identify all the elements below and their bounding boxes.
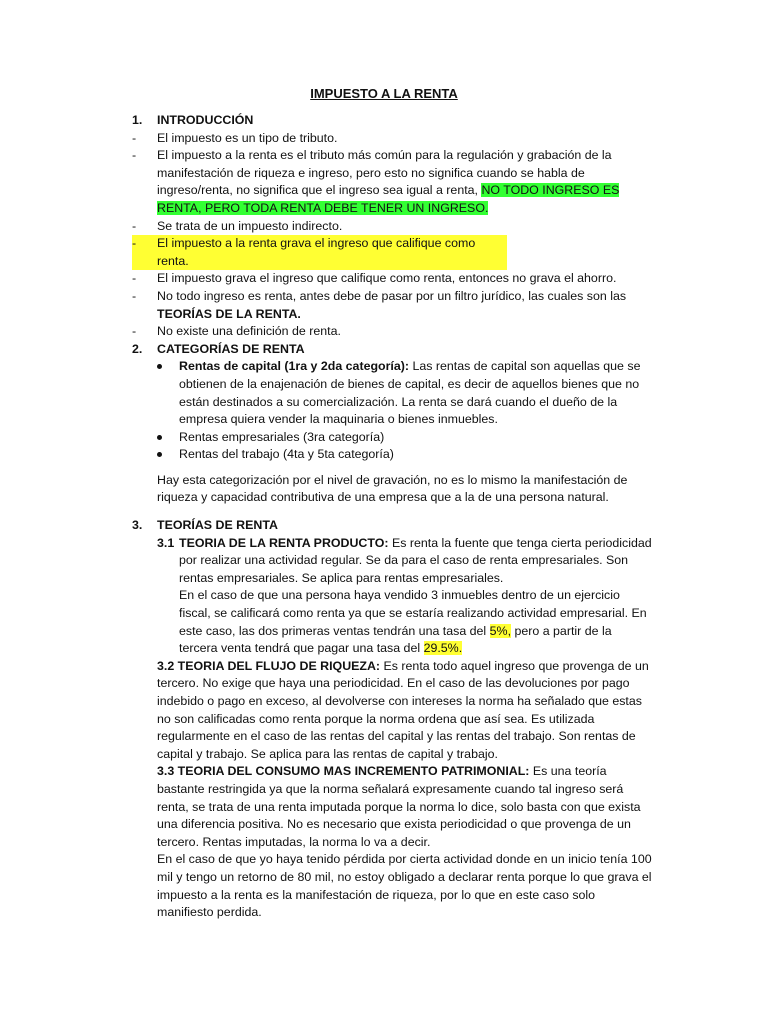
section-heading-teorias [132, 517, 652, 535]
section-number: 1. [132, 113, 143, 127]
dash-marker: - [132, 271, 137, 286]
theory-title: TEORIA DE LA RENTA PRODUCTO: [179, 535, 389, 550]
intro-item [132, 323, 652, 341]
dash-marker: - [132, 288, 137, 303]
intro-text: El impuesto grava el ingreso que califique como renta, entonces no grava el ahorro. [157, 271, 617, 286]
intro-item [132, 147, 652, 217]
intro-item [132, 130, 652, 148]
theory-example [179, 587, 652, 657]
section-title: INTRODUCCIÓN [157, 113, 254, 127]
dash-marker: - [132, 148, 137, 163]
theory-text: Es una teoría bastante restringida ya que la norma señalará expresamente cuando tal ingreso será renta, se trata de una renta imputada porque la norma lo dice, solo basta con que exista una diferencia positiva. No es necesario que exista periodicidad o que provenga de un tercero. Rentas imputadas, la norma lo va a decir. [157, 764, 641, 849]
category-text: Las rentas de capital son aquellas que se obtienen de la enajenación de bienes de capital, es decir de aquellos bienes que no están destinados a su comercialización. La renta se dará cuando el dueño de la empresa quiera vender la maquinaria o bienes inmuebles. [179, 359, 641, 427]
intro-text: No existe una definición de renta. [157, 324, 341, 339]
section-number: 2. [132, 341, 143, 356]
dash-marker: - [132, 324, 137, 339]
document-title: IMPUESTO A LA RENTA [310, 86, 458, 101]
rate-highlight-5: 5%, [489, 623, 512, 638]
bullet-icon [157, 435, 162, 440]
intro-text-bold: TEORÍAS DE LA RENTA. [157, 306, 301, 321]
category-note: Hay esta categorización por el nivel de gravación, no es lo mismo la manifestación de riqueza y capacidad contributiva de una empresa que a la de una persona natural. [157, 472, 628, 505]
intro-text: El impuesto es un tipo de tributo. [157, 130, 338, 145]
highlighted-text-green: NO TODO INGRESO ES RENTA, PERO TODA RENTA DEBE TENER UN INGRESO. [157, 183, 620, 215]
section-title: TEORÍAS DE RENTA [157, 518, 278, 533]
bullet-icon [157, 364, 162, 369]
bullet-icon [157, 452, 162, 457]
section-title: CATEGORÍAS DE RENTA [157, 341, 305, 356]
dash-marker: - [132, 130, 137, 145]
section-heading-introduccion [132, 112, 652, 130]
intro-text: El impuesto a la renta es el tributo más común para la regulación y grabación de la manifestación de riqueza e ingreso, pero esto no significa cuando se habla de ingreso/renta, no significa que el ingreso sea igual a renta, [157, 148, 612, 198]
dash-marker: - [132, 218, 137, 233]
intro-text: No todo ingreso es renta, antes debe de pasar por un filtro jurídico, las cuales son las [157, 288, 627, 303]
theory-text: Es renta la fuente que tenga cierta periodicidad por realizar una actividad regular. Se da para el caso de renta empresariales. Son rentas empresariales. Se aplica para rentas empresariales. [179, 535, 652, 585]
section-heading-categorias [132, 341, 652, 359]
intro-item [132, 218, 652, 236]
category-item [132, 358, 652, 428]
example-text: pero a partir de la tercera venta tendrá que pagar una tasa del [179, 623, 612, 656]
category-text: Rentas empresariales (3ra categoría) [179, 429, 385, 444]
theory-3-1 [132, 535, 652, 658]
theory-title: 3.2 TEORIA DEL FLUJO DE RIQUEZA: [157, 658, 381, 673]
theory-text: Es renta todo aquel ingreso que provenga de un tercero. No exige que haya una periodicidad. En el caso de las devoluciones por pago indebido o pago en exceso, al devolverse con intereses la norma ha señalado que estas no son calificadas como renta porque la norma ordena que así sea. Es utilizada regularmente en el caso de las rentas del capital y las rentas del trabajo. Son rentas de capital y trabajo. Se aplica para las rentas de capital y trabajo. [157, 658, 649, 761]
example-text: En el caso de que una persona haya vendido 3 inmuebles dentro de un ejercicio fiscal, se calificará como renta ya que se estaría realizando actividad empresarial. En este caso, las dos primeras ventas tendrán una tasa del [179, 588, 647, 638]
intro-item [132, 270, 652, 288]
theory-title: 3.3 TEORIA DEL CONSUMO MAS INCREMENTO PATRIMONIAL: [157, 764, 530, 779]
rate-highlight-29-5: 29.5%. [423, 641, 463, 656]
dash-marker: - [132, 236, 137, 251]
intro-text: El impuesto a la renta grava el ingreso que califique como renta. [157, 236, 476, 268]
theory-3-3 [132, 763, 652, 851]
category-label-bold: Rentas de capital (1ra y 2da categoría): [179, 359, 410, 374]
category-text: Rentas del trabajo (4ta y 5ta categoría) [179, 447, 394, 462]
intro-item [132, 288, 652, 323]
document-body [132, 112, 652, 922]
theory-3-2 [132, 658, 652, 764]
theory-number: 3.1 [157, 535, 175, 550]
category-item [132, 429, 652, 447]
section-number: 3. [132, 518, 143, 533]
intro-item-highlighted [132, 235, 507, 270]
theory-3-3-example: En el caso de que yo haya tenido pérdida por cierta actividad donde en un inicio tenía 100 mil y tengo un retorno de 80 mil, no estoy obligado a declarar renta porque lo que grava el impuesto a la renta es la manifestación de riqueza, por lo que en este caso solo manifiesto perdida. [157, 852, 652, 920]
intro-text: Se trata de un impuesto indirecto. [157, 218, 343, 233]
category-item [132, 446, 652, 464]
